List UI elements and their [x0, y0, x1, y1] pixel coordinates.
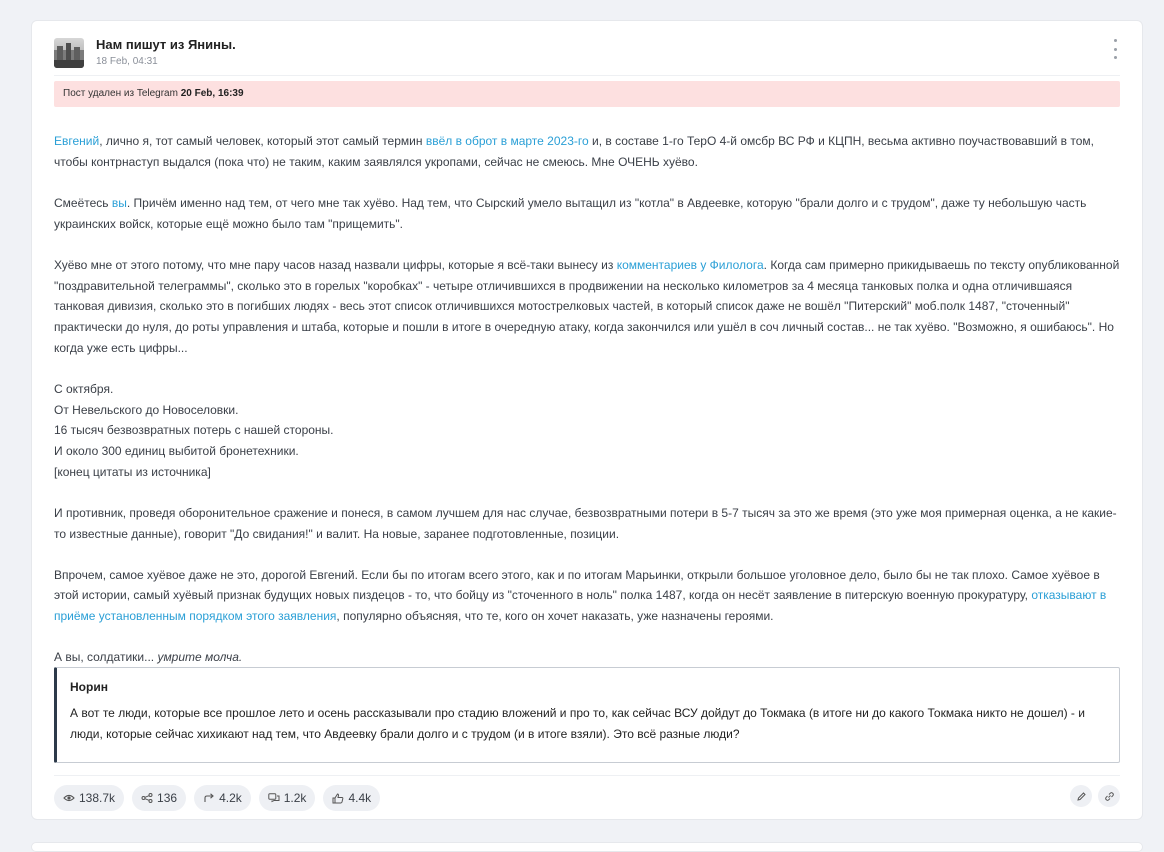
link-you[interactable]: вы [111, 195, 127, 210]
paragraph-text: Впрочем, самое хуёвое даже не это, дорогой Евгений. Если бы по итогам всего этого, как и по итогам Марьинки, открыли большое уголовное дело, было бы не так плохо. Самое хуёвое в этой истории, самый хуёвый признак будущих новых пиздецов - то, что бойцу из "сточенного в ноль" полка 1487, когда он несёт заявление в питерскую военную прокуратуру, [54, 567, 1100, 603]
reactions-count: 4.4k [348, 791, 372, 805]
views-count: 138.7k [79, 791, 116, 805]
kebab-dot [1114, 56, 1117, 59]
paragraph-text: Смеётесь [54, 195, 112, 210]
quote-line: И около 300 единиц выбитой бронетехники. [54, 443, 299, 458]
thumbs-up-icon [332, 793, 344, 804]
post-tools [1070, 785, 1120, 807]
paragraph-text: Хуёво мне от этого потому, что мне пару часов назад назвали цифры, которые я всё-таки вынесу из [54, 257, 617, 272]
next-post-card-edge [31, 842, 1143, 852]
edit-button[interactable] [1070, 785, 1092, 807]
link-term-intro[interactable]: ввёл в оброт в марте 2023-го [425, 134, 589, 148]
kebab-dot [1114, 39, 1117, 42]
paragraph [54, 565, 1120, 627]
views-stat[interactable] [54, 785, 124, 811]
share-icon [141, 793, 153, 803]
post-body [54, 131, 1120, 689]
divider [54, 75, 1120, 76]
link-evgeny[interactable]: Евгений [54, 134, 100, 148]
paragraph-text: . Когда сам примерно прикидываешь по тексту опубликованной "поздравительной телеграммы", сколько это в горелых "коробках" - четыре отличившихся в продвижении на несколько километров за 4 месяца танковых полка и одна отличившаяся танковая дивизия, сколько это в погибших людях - весь этот список отличившихся мотострелковых частей, в который список даже не вошёл "Питерский" моб.полк 1487, "сточенный" практически до нуля, до роты управления и штаба, которые и пошли в итоге в очередную атаку, когда закончился или ушёл в соч личный состав... не так хуёво. "Возможно, я ошибаюсь". Но когда уже есть цифры... [54, 257, 1120, 355]
quote-line: [конец цитаты из источника] [54, 464, 211, 479]
forwards-stat[interactable] [194, 785, 251, 811]
comment-author: Норин [70, 680, 108, 694]
paragraph-text: , лично я, тот самый человек, который этот самый термин [99, 134, 426, 148]
paragraph-text: . Причём именно над тем, от чего мне так хуёво. Над тем, что Сырский умело вытащил из "котла" в Авдеевке, которую "брали долго и с трудом", даже ту небольшую часть украинских войск, которые ещё можно было там "прищемить". [54, 195, 1087, 231]
paragraph [54, 193, 1120, 234]
link-icon [1104, 791, 1115, 802]
post-card [31, 20, 1143, 820]
post-date: 18 Feb, 04:31 [96, 56, 158, 67]
paragraph-text: и, в составе 1-го ТерО 4-й омсбр ВС РФ и КЦПН, весьма активно поучаствовавший в том, чтобы контрнаступ выдался (пока что) не таким, каким заявлялся укропами, сейчас не смеюсь. Мне ОЧЕНЬ хуёво. [54, 134, 1094, 169]
copy-link-button[interactable] [1098, 785, 1120, 807]
eye-icon [63, 793, 75, 803]
paragraph-italic: умрите молча. [157, 650, 243, 665]
forwards-count: 4.2k [219, 791, 242, 805]
shares-stat[interactable] [132, 785, 186, 811]
deleted-notice-banner [54, 81, 1120, 107]
source-quote-lines [54, 379, 1120, 483]
quote-line: С октября. [54, 381, 114, 396]
post-stats [54, 785, 380, 811]
comment-quote [54, 667, 1120, 763]
comments-count: 1.2k [283, 791, 307, 805]
forward-icon [203, 793, 215, 803]
divider [54, 775, 1120, 776]
quote-line: 16 тысяч безвозвратных потерь с нашей стороны. [54, 423, 334, 438]
more-vertical-icon[interactable] [1110, 39, 1120, 59]
deleted-notice-date: 20 Feb, 16:39 [180, 88, 244, 99]
kebab-dot [1114, 48, 1117, 51]
paragraph [54, 647, 1120, 668]
paragraph: И противник, проведя оборонительное сражение и понеся, в самом лучшем для нас случае, безвозвратными потери в 5-7 тысяч за это же время (это уже моя примерная оценка, а не какие-то известные данные), говорит "До свидания!" и валит. На новые, заранее подготовленные, позиции. [54, 505, 1117, 541]
comment-text: А вот те люди, которые все прошлое лето и осень рассказывали про стадию вложений и про то, как сейчас ВСУ дойдут до Токмака (в итоге ни до какого Токмака никто не дошел) - и люди, которые сейчас хихикают над тем, что Авдеевку брали долго и с трудом (и в итоге взяли). Это всё разные люди? [70, 706, 1085, 741]
shares-count: 136 [157, 791, 178, 805]
paragraph-text: , популярно объясняя, что те, кого он хочет наказать, уже назначены героями. [336, 609, 774, 624]
link-philologist-comments[interactable]: комментариев у Филолога [616, 257, 764, 272]
paragraph [54, 131, 1120, 172]
quote-line: От Невельского до Новоселовки. [54, 402, 239, 417]
channel-name[interactable]: Нам пишут из Янины. [96, 37, 236, 52]
link-refusal[interactable]: отказывают в приёме установленным порядком этого заявления [54, 588, 1107, 624]
deleted-notice-prefix: Пост удален из Telegram [63, 88, 178, 99]
reactions-stat[interactable] [323, 785, 380, 811]
comments-icon [268, 793, 280, 803]
post-header [54, 31, 1120, 75]
castle-icon [54, 38, 84, 68]
channel-avatar[interactable] [54, 38, 84, 68]
comments-stat[interactable] [259, 785, 316, 811]
paragraph [54, 255, 1120, 359]
channel-meta [96, 37, 236, 69]
paragraph-text: А вы, солдатики... [54, 650, 158, 665]
pencil-icon [1076, 791, 1087, 802]
